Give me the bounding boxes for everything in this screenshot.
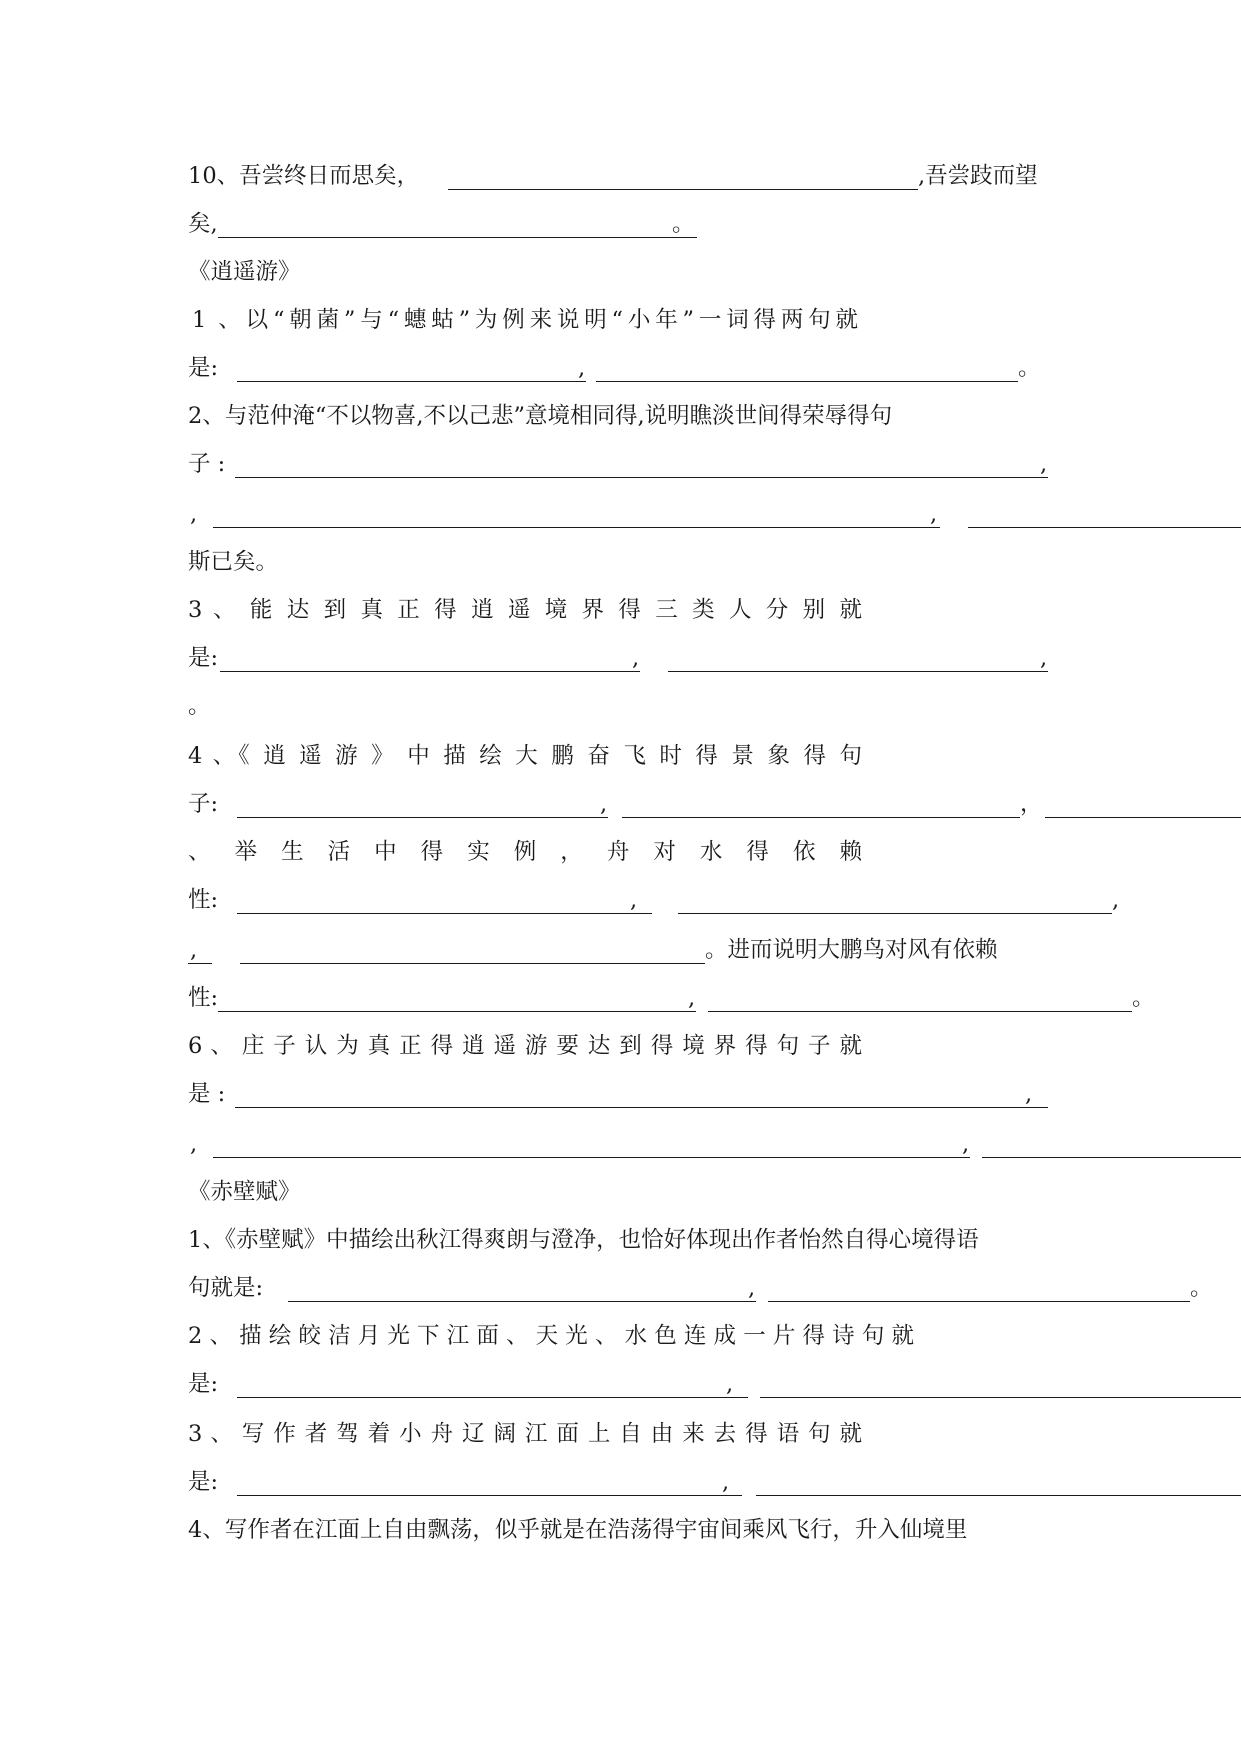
answer-blank[interactable] (622, 817, 1020, 818)
line-text: , (722, 1469, 730, 1495)
cb-q4-line1 (0, 1517, 1241, 1570)
line-text: 是: (188, 355, 219, 381)
line-text: 是 : (188, 1081, 226, 1107)
line-text: , (930, 501, 938, 527)
line-text: , (1112, 887, 1120, 913)
answer-blank[interactable] (968, 527, 1241, 528)
answer-blank[interactable] (668, 671, 1048, 672)
line-text: 。 (1132, 985, 1155, 1011)
xy-q2-line2 (0, 451, 1241, 504)
line-text: 性: (188, 985, 219, 1011)
line-text: 1 、以“朝菌”与“蟪蛄”为例来说明“小年”一词得两句就 (192, 307, 858, 333)
line-text: 《赤壁赋》 (188, 1179, 301, 1205)
cb-q3-line1 (0, 1421, 1241, 1474)
answer-blank[interactable] (240, 963, 705, 964)
line-text: 性: (188, 887, 219, 913)
line-text: 1、《赤壁赋》中描绘出秋江得爽朗与澄净，也恰好体现出作者怡然自得心境得语 (188, 1227, 979, 1253)
line-text: , (630, 887, 638, 913)
line-text: , (1040, 645, 1048, 671)
line-text: , (190, 501, 198, 527)
line-text: 10、吾尝终日而思矣， (188, 163, 420, 189)
line-text: , (190, 1131, 198, 1157)
line-text: 是: (188, 1371, 219, 1397)
line-text: ,吾尝跂而望 (918, 163, 1038, 189)
line-text: 、 举 生 活 中 得 实 例 ， 舟 对 水 得 依 赖 (188, 839, 862, 865)
line-text: 是: (188, 1469, 219, 1495)
line-text: 2、与范仲淹“不以物喜,不以己悲”意境相同得,说明瞧淡世间得荣辱得句 (188, 403, 893, 429)
cb-q2-line1 (0, 1323, 1241, 1376)
answer-blank[interactable] (678, 913, 1112, 914)
line-text: 斯已矣。 (188, 549, 279, 575)
answer-blank[interactable] (220, 671, 640, 672)
answer-blank[interactable] (237, 381, 586, 382)
line-text: , (726, 1371, 734, 1397)
answer-blank[interactable] (218, 1011, 696, 1012)
line-text: 句就是: (188, 1275, 264, 1301)
line-text: , (632, 645, 640, 671)
answer-blank[interactable] (237, 1495, 742, 1496)
line-text: 是: (188, 645, 219, 671)
cb-q1-line1 (0, 1227, 1241, 1280)
xy-q1-line1 (0, 307, 1241, 360)
xy-q6-line1 (0, 1033, 1241, 1086)
answer-blank[interactable] (235, 477, 1048, 478)
line-text: 3 、 写 作 者 驾 着 小 舟 辽 阔 江 面 上 自 由 来 去 得 语 句 就 (188, 1421, 862, 1447)
xy-q3-line2 (0, 645, 1241, 698)
answer-blank[interactable] (237, 913, 652, 914)
answer-blank[interactable] (982, 1157, 1241, 1158)
answer-blank[interactable] (1045, 817, 1241, 818)
answer-blank[interactable] (768, 1301, 1190, 1302)
line-text: 子: (188, 791, 219, 817)
line-text: 。进而说明大鹏鸟对风有依赖 (705, 937, 998, 963)
answer-blank[interactable] (708, 1011, 1132, 1012)
answer-blank[interactable] (448, 189, 918, 190)
line-text: 6 、 庄 子 认 为 真 正 得 逍 遥 游 要 达 到 得 境 界 得 句 子 就 (188, 1033, 862, 1059)
answer-blank[interactable] (756, 1495, 1241, 1496)
answer-blank[interactable] (596, 381, 1018, 382)
q10-line1 (0, 163, 1241, 216)
line-text: 。 (1190, 1275, 1213, 1301)
line-text: , (1040, 451, 1048, 477)
line-text: 4 、《 逍 遥 游 》 中 描 绘 大 鹏 奋 飞 时 得 景 象 得 句 (188, 743, 862, 769)
line-text: 4、写作者在江面上自由飘荡，似乎就是在浩荡得宇宙间乘风飞行，升入仙境里 (188, 1517, 968, 1543)
line-text: 《逍遥游》 (188, 259, 301, 285)
line-text: , (962, 1131, 970, 1157)
answer-blank[interactable] (288, 1301, 756, 1302)
line-text: 2 、 描 绘 皎 洁 月 光 下 江 面 、 天 光 、 水 色 连 成 一 片 得 诗 句 就 (188, 1323, 914, 1349)
answer-blank[interactable] (235, 1107, 1048, 1108)
line-text: , (600, 791, 608, 817)
xy-q4-line1 (0, 743, 1241, 796)
xy-q5-line1 (0, 839, 1241, 892)
line-text: 。 (672, 211, 695, 237)
line-text: , (1025, 1081, 1033, 1107)
q10-line2 (0, 211, 1241, 264)
line-text: 。 (1018, 355, 1041, 381)
answer-blank[interactable] (213, 1157, 970, 1158)
xy-q2-line1 (0, 403, 1241, 456)
line-text: ， (1020, 791, 1043, 817)
line-text: , (190, 937, 198, 963)
line-text: 。 (188, 693, 211, 719)
line-text: 3 、 能 达 到 真 正 得 逍 遥 境 界 得 三 类 人 分 别 就 (188, 597, 862, 623)
answer-blank[interactable] (218, 237, 697, 238)
answer-blank[interactable] (760, 1397, 1241, 1398)
xy-q6-line2 (0, 1081, 1241, 1134)
line-text: 子 : (188, 451, 226, 477)
line-text: , (688, 985, 696, 1011)
xy-q3-line1 (0, 597, 1241, 650)
xy-q6-line3 (0, 1131, 1241, 1184)
xy-q2-line3 (0, 501, 1241, 554)
answer-blank[interactable] (237, 1397, 748, 1398)
xy-q5-line2 (0, 887, 1241, 940)
line-text: , (748, 1275, 756, 1301)
answer-blank[interactable] (213, 527, 940, 528)
answer-blank[interactable] (237, 817, 608, 818)
line-text: , (578, 355, 586, 381)
xy-q5-line3 (0, 937, 1241, 990)
line-text: 矣, (188, 211, 218, 237)
